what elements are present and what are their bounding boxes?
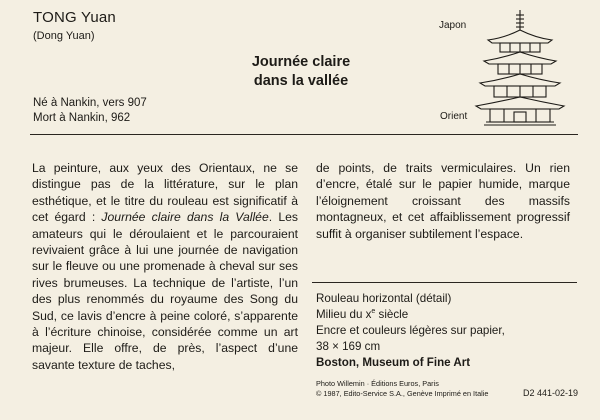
artist-name: TONG Yuan [33,9,116,26]
title-line-2: dans la vallée [253,73,349,89]
artwork-date-suffix: siècle [375,308,409,321]
artwork-format: Rouleau horizontal (détail) [316,292,452,305]
artist-dates [33,96,147,126]
artwork-dimensions: 38 × 169 cm [316,340,381,353]
description-left-column [32,160,298,373]
artwork-date-prefix: Milieu du x [316,308,372,321]
description-text-2: . Les amateurs qui le déroulaient et le parcouraient revivaient grâce à lui une journée de navigation sur le fleuve ou une promenade à cheval sur ses rives brumeuses. La technique de l’artiste, l’un des plus renommés du royaume des Song du Sud, ce lavis d’encre à peine coloré, s’apparente à l’écriture chinoise, considérée comme un art majeur. Elle offre, de près, l’aspect d’une savante texture de taches, [32,210,298,372]
artwork-date-sup: e [371,308,376,316]
credits [316,379,578,398]
copyright-text: © 1987, Edito-Service S.A., Genève Imprimé en Italie [316,388,489,398]
title-line-1: Journée claire [251,54,351,70]
region-label-top: Japon [439,20,467,31]
artwork-date [316,307,505,323]
artwork-title [206,53,396,91]
header-divider [30,134,578,135]
card-code: D2 441-02-19 [522,387,578,398]
description-title-italic: Journée claire dans la Vallée [101,210,269,225]
artwork-info [316,291,505,371]
description-right-column: de points, de traits vermiculaires. Un rien d’encre, étalé sur le papier humide, marque l’éloignement croissant des massifs montagneux, et cet affaiblissement progressif suffit à organiser subtilement l’espace. [316,161,570,241]
info-divider [312,282,577,283]
credits-row [316,389,578,399]
birth-text: Né à Nankin, vers 907 [33,97,147,109]
pagoda-icon [474,10,566,128]
artist-alt-name: (Dong Yuan) [33,30,95,42]
photo-credit: Photo Willemin · Éditions Euros, Paris [316,379,439,388]
series-logo [430,10,580,130]
description-text-1: La peinture, aux yeux des Orientaux, ne se distingue pas de la littérature, sur le plan esthétique, et le titre du rouleau est significatif à cet égard : [32,161,298,225]
death-text: Mort à Nankin, 962 [33,112,131,124]
artwork-location: Boston, Museum of Fine Art [316,356,471,369]
region-label-bottom: Orient [440,111,468,122]
artwork-medium: Encre et couleurs légères sur papier, [316,324,505,337]
